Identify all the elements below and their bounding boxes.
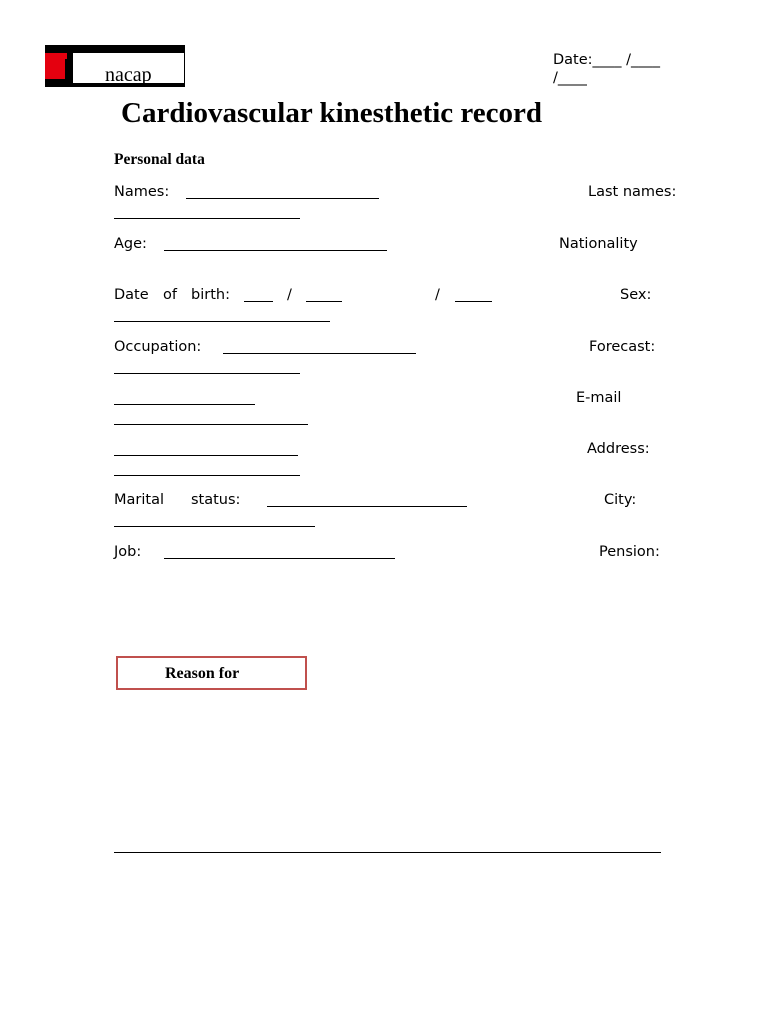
names-label: Names: [114,184,170,200]
page-title: Cardiovascular kinesthetic record [121,97,542,129]
job-field-line[interactable] [164,558,395,559]
sex-field-line[interactable] [114,321,330,322]
dob-year-line[interactable] [455,301,492,302]
dob-day-line[interactable] [244,301,273,302]
address-label: Address: [587,441,650,457]
age-label: Age: [114,236,147,252]
city-field-line[interactable] [114,526,315,527]
age-field-line[interactable] [164,250,387,251]
dob-label-birth: birth: [191,287,230,303]
job-label: Job: [114,544,142,560]
status-label: status: [191,492,241,508]
date-label-continuation: /____ [553,70,587,86]
occupation-label: Occupation: [114,339,202,355]
city-label: City: [604,492,637,508]
names-field-line[interactable] [186,198,379,199]
dob-label-date: Date [114,287,149,303]
sex-label: Sex: [620,287,652,303]
logo-red-block [45,53,67,79]
email-label: E-mail [576,390,622,406]
dob-slash-1: / [287,287,292,303]
last-names-label: Last names: [588,184,677,200]
marital-status-field-line[interactable] [267,506,467,507]
logo-letter-i-bar [65,59,70,81]
reason-answer-line[interactable] [114,852,661,853]
logo-text: nacap [105,64,152,86]
dob-slash-2: / [435,287,440,303]
section-heading-personal-data: Personal data [114,151,205,168]
unlabeled-field-line[interactable] [114,404,255,405]
email-field-line[interactable] [114,424,308,425]
logo-white-panel [73,53,184,86]
reason-for-label: Reason for [165,665,240,682]
pension-label: Pension: [599,544,660,560]
nationality-label: Nationality [559,236,638,252]
last-names-field-line[interactable] [114,218,300,219]
address-field-line[interactable] [114,475,300,476]
inacap-logo [45,45,185,87]
occupation-field-line[interactable] [223,353,416,354]
dob-month-line[interactable] [306,301,342,302]
dob-label-of: of [163,287,177,303]
forecast-field-line[interactable] [114,373,300,374]
forecast-label: Forecast: [589,339,656,355]
date-label: Date:____ /____ [553,52,661,68]
reason-for-box [116,656,307,690]
marital-label: Marital [114,492,164,508]
unlabeled-field-line-2[interactable] [114,455,298,456]
